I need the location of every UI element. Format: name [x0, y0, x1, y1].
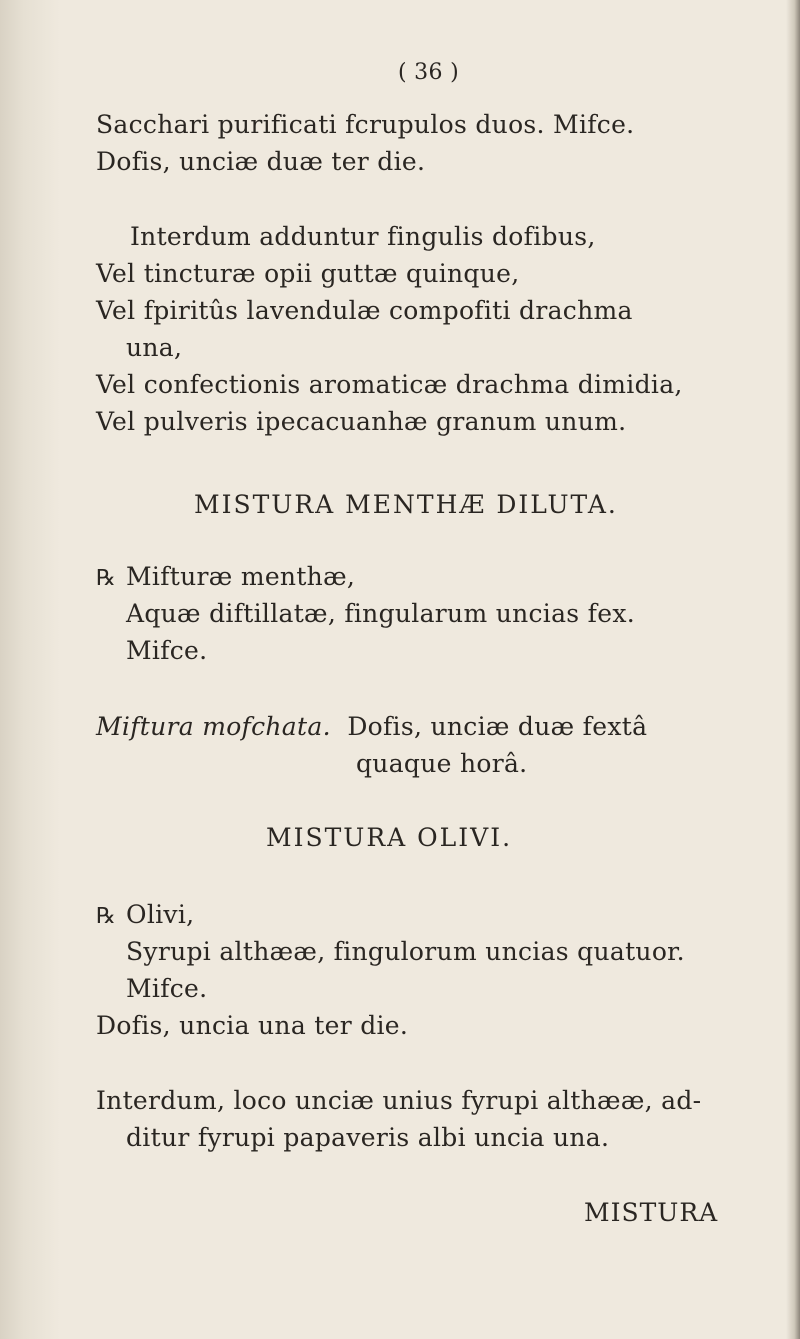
catchword: MISTURA — [584, 1198, 719, 1227]
text-line: Miftura mofchata. Dofis, unciæ duæ fextâ — [96, 712, 648, 741]
text-line: Vel pulveris ipecacuanhæ granum unum. — [96, 407, 627, 436]
text-line: quaque horâ. — [356, 749, 528, 778]
recipe-symbol: ℞ — [96, 904, 117, 929]
text-line: Mifce. — [126, 974, 208, 1003]
text-line: Mifturæ menthæ, — [126, 562, 356, 591]
text-line: Vel confectionis aromaticæ drachma dimidia, — [96, 370, 683, 399]
text-line: Olivi, — [126, 900, 195, 929]
text-line: Aquæ diftillatæ, fingularum uncias fex. — [126, 599, 635, 628]
text-line: Syrupi althææ, fingulorum uncias quatuor. — [126, 937, 685, 966]
italic-title: Miftura mofchata. — [96, 712, 331, 741]
section-heading: MISTURA MENTHÆ DILUTA. — [194, 490, 618, 519]
text-line: Mifce. — [126, 636, 208, 665]
text-line: Sacchari purificati fcrupulos duos. Mifce. — [96, 110, 635, 139]
section-heading: MISTURA OLIVI. — [266, 823, 513, 852]
text-line: ditur fyrupi papaveris albi uncia una. — [126, 1123, 610, 1152]
recipe-line — [96, 562, 355, 591]
text-line: Interdum adduntur fingulis dofibus, — [130, 222, 596, 251]
page-right-edge — [786, 0, 800, 1339]
page-left-edge — [0, 0, 60, 1339]
text-line: Dofis, unciæ duæ ter die. — [96, 147, 426, 176]
recipe-line — [96, 900, 194, 929]
text-line: una, — [126, 333, 183, 362]
text-line: Vel fpiritûs lavendulæ compofiti drachma — [96, 296, 633, 325]
text-line: Dofis, uncia una ter die. — [96, 1011, 409, 1040]
text-line: Vel tincturæ opii guttæ quinque, — [96, 259, 520, 288]
recipe-symbol: ℞ — [96, 566, 117, 591]
page-number: ( 36 ) — [398, 60, 459, 85]
text-line: Interdum, loco unciæ unius fyrupi althææ, ad- — [96, 1086, 702, 1115]
